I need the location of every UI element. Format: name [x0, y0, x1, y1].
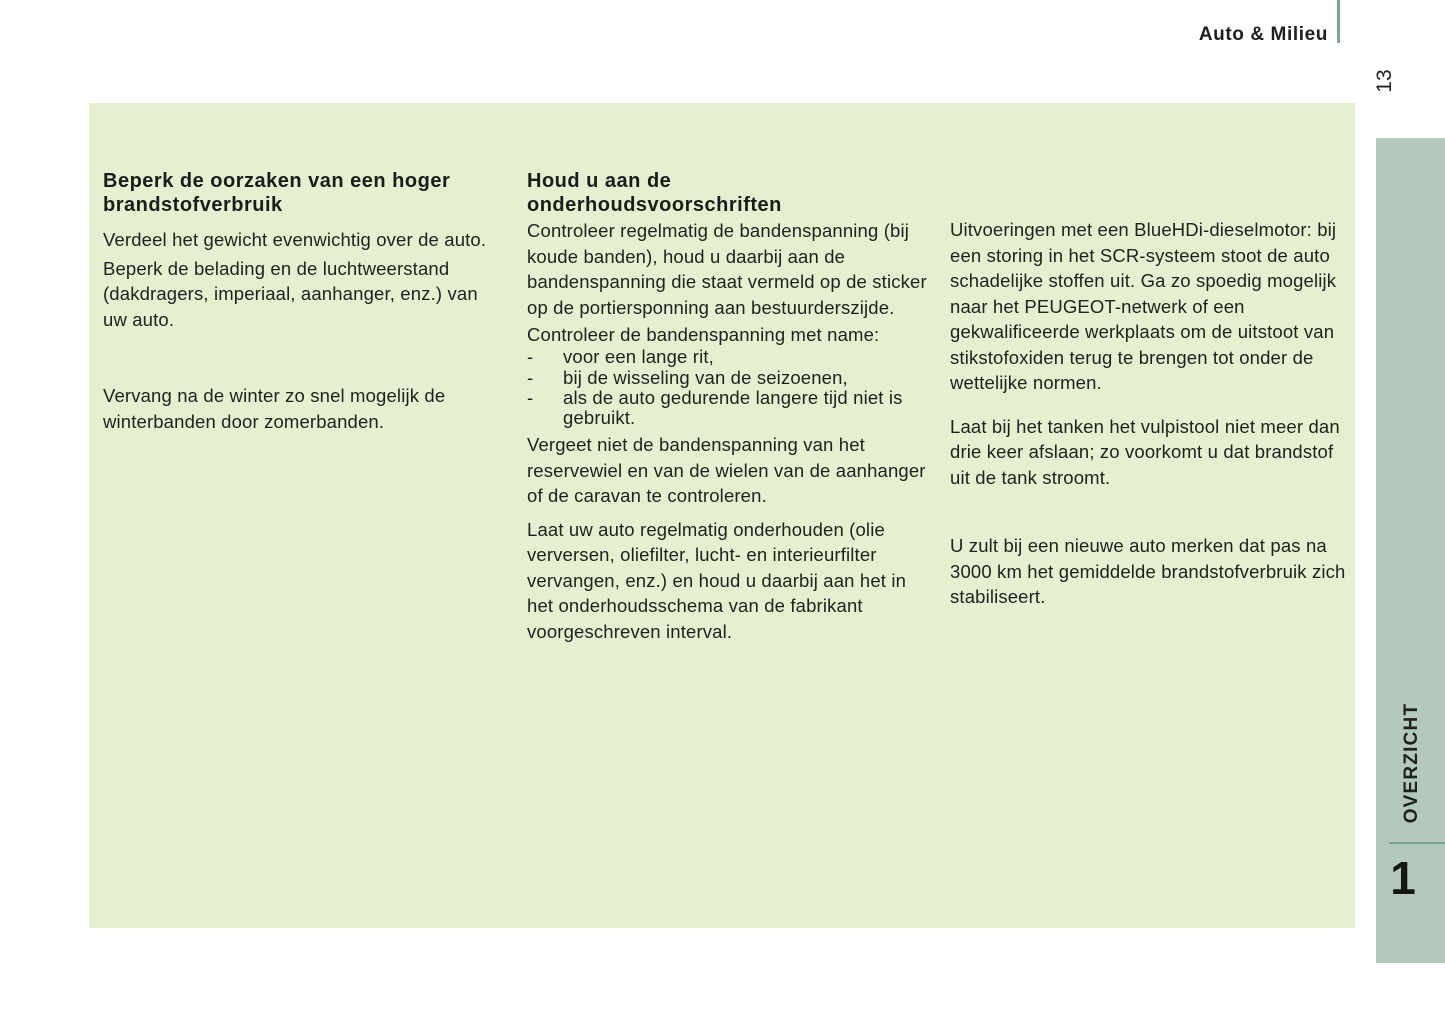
paragraph: Uitvoeringen met een BlueHDi-dieselmotor: bij een storing in het SCR-systeem stoot de auto schadelijke stoffen uit. Ga zo spoedig mogelijk naar het PEUGEOT-netwerk of een gekwalificeerde werkplaats om de uitstoot van stikstofoxiden terug te brengen tot onder de wettelijke normen. — [950, 219, 1337, 393]
paragraph: Laat bij het tanken het vulpistool niet meer dan drie keer afslaan; zo voorkomt u dat brandstof uit de tank stroomt. — [950, 415, 1340, 488]
paragraph: Verdeel het gewicht evenwichtig over de auto. — [103, 229, 487, 250]
tyre-check-list — [527, 346, 932, 428]
column-maintenance — [527, 103, 932, 644]
paragraph: Controleer regelmatig de bandenspanning (bij koude banden), houd u daarbij aan de bandenspanning die staat vermeld op de sticker op de portiersponning aan bestuurderszijde. — [527, 220, 927, 318]
chapter-number: 1 — [1390, 852, 1416, 904]
list-item: - voor een lange rit, — [527, 346, 714, 367]
paragraph: Vervang na de winter zo snel mogelijk de winterbanden door zomerbanden. — [103, 385, 446, 432]
chapter-tab — [1376, 138, 1445, 963]
page-number: 13 — [1373, 69, 1396, 93]
paragraph: U zult bij een nieuwe auto merken dat pas na 3000 km het gemiddelde brandstofverbruik zich stabiliseert. — [950, 535, 1346, 607]
list-marker: - — [527, 387, 534, 408]
list-marker: - — [527, 346, 534, 367]
heading-fuel-consumption: Beperk de oorzaken van een hoger brandstofverbruik — [103, 170, 451, 216]
paragraph: Beperk de belading en de luchtweerstand (dakdragers, imperiaal, aanhanger, enz.) van uw auto. — [103, 257, 478, 330]
content-panel — [89, 103, 1355, 928]
chapter-tab-label: OVERZICHT — [1401, 702, 1422, 824]
list-marker: - — [527, 367, 534, 388]
paragraph: Controleer de bandenspanning met name: — [527, 324, 880, 345]
section-title: Auto & Milieu — [1198, 24, 1328, 45]
list-item: - als de auto gedurende langere tijd niet is gebruikt. — [527, 387, 903, 428]
column-fuel-consumption — [103, 103, 503, 434]
paragraph: Laat uw auto regelmatig onderhouden (olie verversen, oliefilter, lucht- en interieurfilter vervangen, enz.) en houd u daarbij aan het in het onderhoudsschema van de fabrikant voorgeschreven interval. — [527, 518, 907, 642]
paragraph: Vergeet niet de bandenspanning van het reservewiel en van de wielen van de aanhanger of de caravan te controleren. — [527, 434, 926, 506]
title-divider — [1337, 0, 1340, 43]
column-emissions — [950, 103, 1350, 610]
list-item: - bij de wisseling van de seizoenen, — [527, 367, 848, 388]
chapter-tab-divider — [1389, 842, 1445, 844]
heading-maintenance: Houd u aan de onderhoudsvoorschriften — [527, 170, 782, 216]
